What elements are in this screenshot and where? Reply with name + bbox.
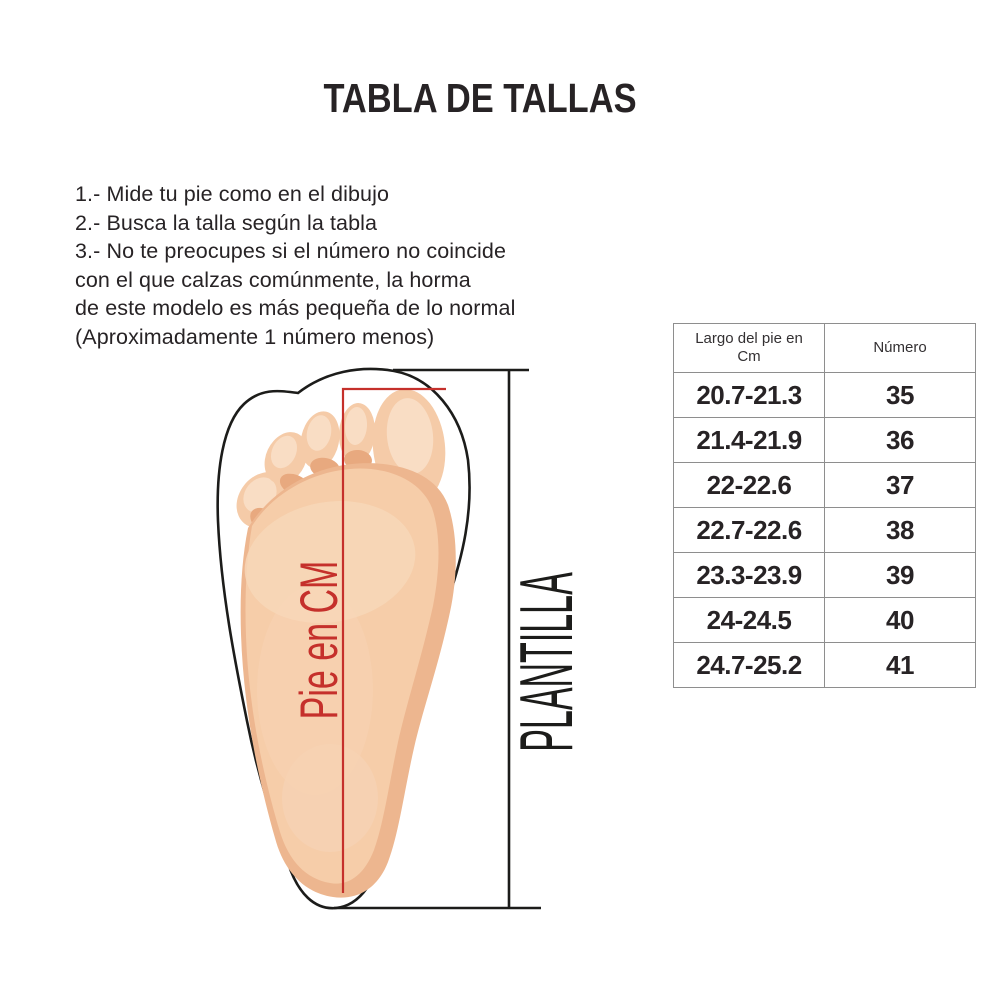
cell-size: 39 xyxy=(825,553,976,598)
cell-size: 41 xyxy=(825,643,976,688)
cell-cm-range: 24.7-25.2 xyxy=(674,643,825,688)
instruction-line-1: 1.- Mide tu pie como en el dibujo xyxy=(75,182,390,206)
table-row xyxy=(674,418,976,463)
cell-cm-range: 23.3-23.9 xyxy=(674,553,825,598)
insole-label: PLANTILLA xyxy=(505,572,589,752)
cell-cm-range: 22.7-22.6 xyxy=(674,508,825,553)
foot-diagram-svg xyxy=(190,350,590,930)
cell-cm-range: 22-22.6 xyxy=(674,463,825,508)
page-title: TABLA DE TALLAS xyxy=(323,75,637,121)
cell-size: 38 xyxy=(825,508,976,553)
table-row xyxy=(674,598,976,643)
instruction-line-3: 3.- No te preocupes si el número no coincide xyxy=(75,239,507,263)
instruction-line-4: con el que calzas comúnmente, la horma xyxy=(75,267,471,292)
table-row xyxy=(674,508,976,553)
foot-measurement-diagram xyxy=(190,350,590,930)
foot-length-label: Pie en CM xyxy=(290,560,349,720)
cell-cm-range: 21.4-21.9 xyxy=(674,418,825,463)
column-header-foot-length: Largo del pie en Cm xyxy=(674,324,825,373)
instruction-line-5: de este modelo es más pequeña de lo normal xyxy=(75,296,516,320)
table-row xyxy=(674,373,976,418)
size-table-header-row xyxy=(674,324,976,373)
instruction-line-6: (Aproximadamente 1 número menos) xyxy=(75,324,435,349)
heel-pad xyxy=(282,744,378,852)
cell-size: 40 xyxy=(825,598,976,643)
instruction-line-2: 2.- Busca la talla según la tabla xyxy=(75,210,378,235)
instructions-block xyxy=(75,180,555,351)
cell-cm-range: 20.7-21.3 xyxy=(674,373,825,418)
table-row xyxy=(674,553,976,598)
cell-cm-range: 24-24.5 xyxy=(674,598,825,643)
cell-size: 37 xyxy=(825,463,976,508)
cell-size: 36 xyxy=(825,418,976,463)
table-row xyxy=(674,463,976,508)
column-header-size-number: Número xyxy=(825,324,976,373)
cell-size: 35 xyxy=(825,373,976,418)
size-table xyxy=(673,323,976,688)
table-row xyxy=(674,643,976,688)
